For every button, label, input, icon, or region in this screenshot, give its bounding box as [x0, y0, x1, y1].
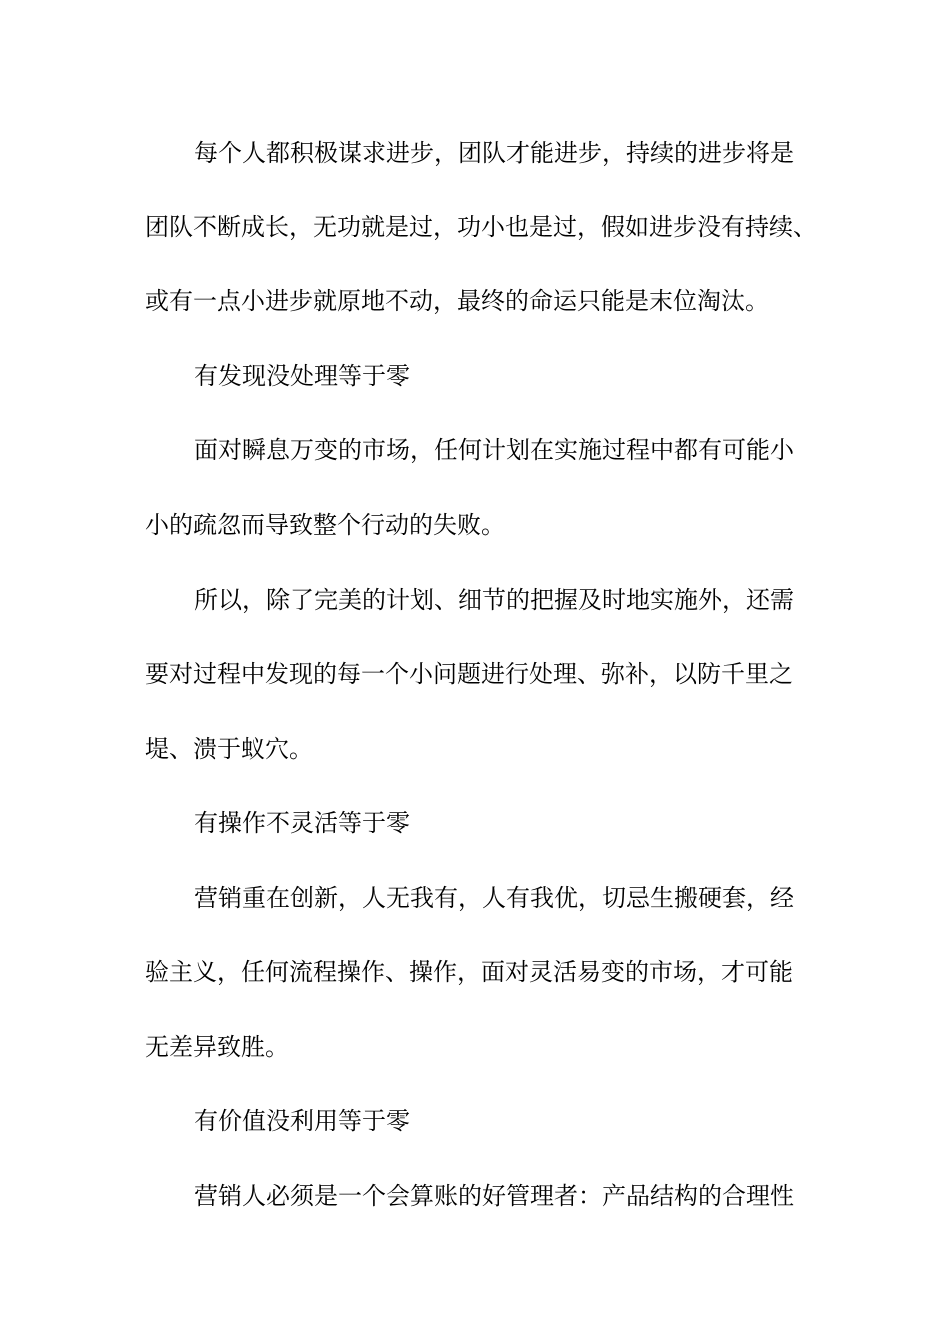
- section-heading: 有发现没处理等于零: [194, 362, 410, 390]
- paragraph-line: 要对过程中发现的每一个小问题进行处理、弥补，以防千里之: [145, 660, 793, 688]
- paragraph-line: 小的疏忽而导致整个行动的失败。: [145, 511, 505, 539]
- paragraph-line: 验主义，任何流程操作、操作，面对灵活易变的市场，才可能: [145, 958, 793, 986]
- paragraph-line: 每个人都积极谋求进步，团队才能进步，持续的进步将是: [194, 139, 794, 167]
- paragraph-line: 团队不断成长，无功就是过，功小也是过，假如进步没有持续、: [145, 213, 817, 241]
- paragraph-line: 所以，除了完美的计划、细节的把握及时地实施外，还需: [194, 586, 794, 614]
- paragraph-line: 面对瞬息万变的市场，任何计划在实施过程中都有可能小: [194, 436, 794, 464]
- paragraph-line: 或有一点小进步就原地不动，最终的命运只能是末位淘汰。: [145, 287, 769, 315]
- paragraph-line: 无差异致胜。: [145, 1033, 289, 1061]
- paragraph-line: 营销人必须是一个会算账的好管理者：产品结构的合理性: [194, 1182, 794, 1210]
- paragraph-line: 堤、溃于蚁穴。: [145, 735, 313, 763]
- paragraph-line: 营销重在创新，人无我有，人有我优，切忌生搬硬套，经: [194, 884, 794, 912]
- section-heading: 有价值没利用等于零: [194, 1107, 410, 1135]
- section-heading: 有操作不灵活等于零: [194, 809, 410, 837]
